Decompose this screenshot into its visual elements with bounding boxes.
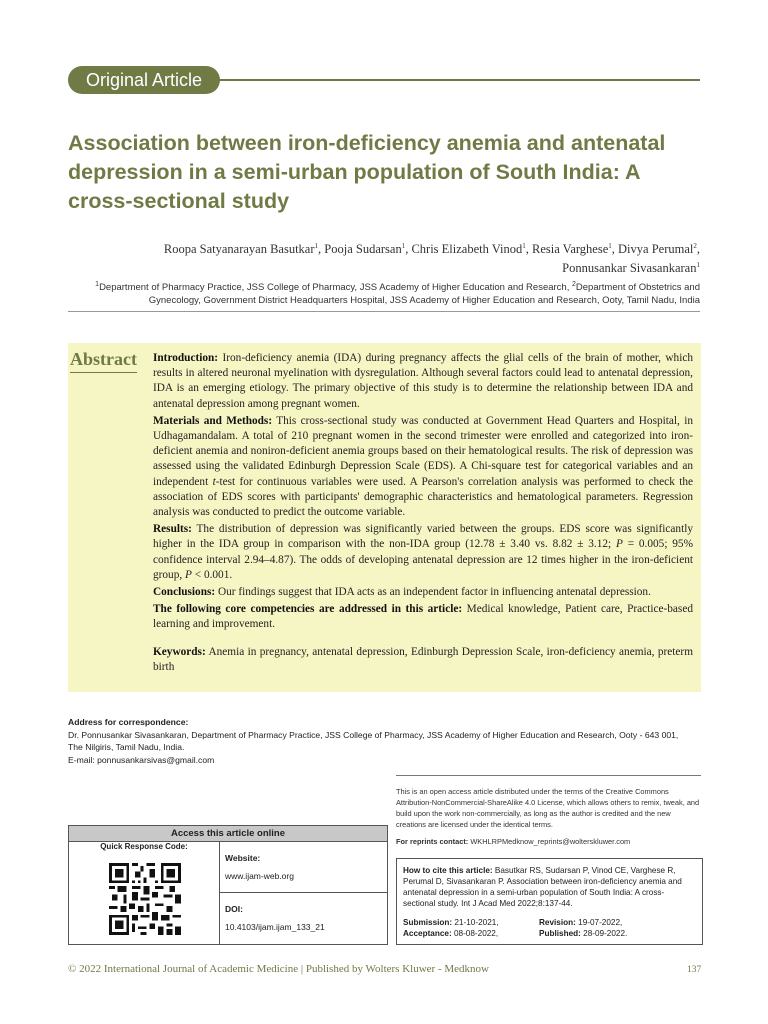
- license-notice: [396, 786, 701, 847]
- abstract-competencies: The following core competencies are addressed in this article: Medical knowledge, Patient care, Practice-based learning and improvement.: [153, 603, 693, 631]
- author: Pooja Sudarsan$^1$,: [324, 242, 412, 257]
- access-online-box: [68, 825, 388, 945]
- qr-label: Quick Response Code:: [100, 842, 188, 851]
- correspondence: [68, 716, 708, 766]
- correspondence-line: Dr. Ponnusankar Sivasankaran, Department of Pharmacy Practice, JSS College of Pharmacy, JSS Academy of Higher Education and Research, Ooty - 643 001,: [68, 729, 679, 740]
- author: Roopa Satyanarayan Basutkar$^1$,: [163, 242, 325, 257]
- submission-date: Submission: 21-10-2021,: [403, 918, 499, 927]
- abstract-label: Abstract: [70, 349, 137, 373]
- correspondence-heading: Address for correspondence:: [68, 717, 189, 727]
- divider: [68, 311, 700, 312]
- author: Ponnusankar Sivasankaran$^1$: [562, 261, 700, 276]
- journal-footer: © 2022 International Journal of Academic Medicine | Published by Wolters Kluwer - Medknow: [68, 963, 489, 975]
- abstract-results: Results: The distribution of depression was significantly varied between the groups. EDS score was significantly higher in the IDA group in comparison with the non-IDA group (12.78 ± 3.40 vs. 8.82 ± 3.12; P = 0.005; 95% confidence interval 2.94–4.87). The odds of developing antenatal depression are 12 times higher in the iron-deficient group, P < 0.001.: [153, 523, 693, 581]
- author: Divya Perumal$^2$,: [618, 242, 700, 257]
- abstract-methods: Materials and Methods: This cross-sectional study was conducted at Government Head Quarters and Hospital, in Udhagamandalam. A total of 210 pregnant women in the second trimester were enrolled and categorized into iron-deficient anemia and noniron-deficient anemia groups based on their hematological results. The risk of depression was assessed using the validated Edinburgh Depression Scale (EDS). A Chi-square test for categorical variables and an independent t-test for continuous variables were used. A Pearson's correlation analysis was performed to check the association of EDS scores with participants' demographic characteristics and hematological parameters. Regression analysis was conducted to predict the outcome variable.: [153, 414, 693, 519]
- divider: [396, 775, 701, 776]
- author: Resia Varghese$^1$,: [532, 242, 619, 257]
- article-title: Association between iron-deficiency anemia and antenatal depression in a semi-urban population of South India: A cross-sectional study: [68, 131, 666, 213]
- website-link[interactable]: www.ijam-web.org: [225, 871, 294, 881]
- citation-box: [396, 858, 703, 945]
- divider: [219, 842, 220, 944]
- citation-text: How to cite this article: Basutkar RS, Sudarsan P, Vinod CE, Varghese R, Perumal D, Sivasankaran P. Association between iron-deficiency anemia and antenatal depression in a semi-urban population of South India: A cross-sectional study. Int J Acad Med 2022;8:137-44.: [403, 866, 682, 908]
- published-date: Published: 28-09-2022.: [539, 929, 628, 938]
- abstract-keywords: Keywords: Anemia in pregnancy, antenatal depression, Edinburgh Depression Scale, iron-deficiency anemia, preterm birth: [153, 645, 693, 673]
- website-label: Website:: [225, 853, 261, 863]
- abstract-conclusions: Conclusions: Our findings suggest that IDA acts as an independent factor in influencing antenatal depression.: [153, 586, 651, 599]
- reprints-contact: For reprints contact: WKHLRPMedknow_reprints@wolterskluwer.com: [396, 837, 631, 846]
- affiliation-2: Department of Obstetrics and Gynecology, Government District Headquarters Hospital, JSS Academy of Higher Education and Research, Ooty, Tamil Nadu, India: [148, 282, 700, 307]
- divider: [220, 892, 387, 893]
- section-badge: Original Article: [68, 66, 220, 94]
- page-number: 137: [687, 965, 702, 975]
- affiliation-1: Department of Pharmacy Practice, JSS College of Pharmacy, JSS Academy of Higher Education and Research,: [99, 282, 572, 294]
- revision-date: Revision: 19-07-2022,: [539, 918, 623, 927]
- abstract-introduction: Introduction: Iron-deficiency anemia (IDA) during pregnancy affects the glial cells of the brain of mother, which results in altered neuronal myelination with dysregulation. Although several factors could lead to antenatal depression, IDA is an emerging etiology. The primary objective of this study is to determine the relationship between IDA and antenatal depression among pregnant women.: [153, 352, 693, 410]
- doi-label: DOI:: [225, 904, 243, 914]
- correspondence-line: The Nilgiris, Tamil Nadu, India.: [68, 742, 185, 752]
- abstract-text: [153, 351, 693, 677]
- correspondence-email[interactable]: E-mail: ponnusankarsivas@gmail.com: [68, 754, 215, 765]
- affiliations: $^1$Department of Pharmacy Practice, JSS College of Pharmacy, JSS Academy of Higher Education and Research, $^2$Department of Obstetrics and Gynecology, Government District Headquarters Hospital, JSS Academy of Higher Education and Research, Ooty, Tamil Nadu, India: [95, 281, 700, 307]
- acceptance-date: Acceptance: 08-08-2022,: [403, 929, 499, 938]
- license-text: This is an open access article distributed under the terms of the Creative Commons Attribution-NonCommercial-ShareAlike 4.0 License, which allows others to remix, tweak, and build upon the work non-commercially, as long as the author is credited and the new creations are licensed under the identical terms.: [396, 787, 700, 829]
- qr-code-icon[interactable]: [109, 863, 181, 935]
- author: Chris Elizabeth Vinod$^1$,: [411, 242, 533, 257]
- access-heading: Access this article online: [69, 826, 387, 842]
- author-list: [60, 238, 700, 276]
- doi-link[interactable]: 10.4103/ijam.ijam_133_21: [225, 922, 325, 932]
- header-rule: [220, 79, 700, 81]
